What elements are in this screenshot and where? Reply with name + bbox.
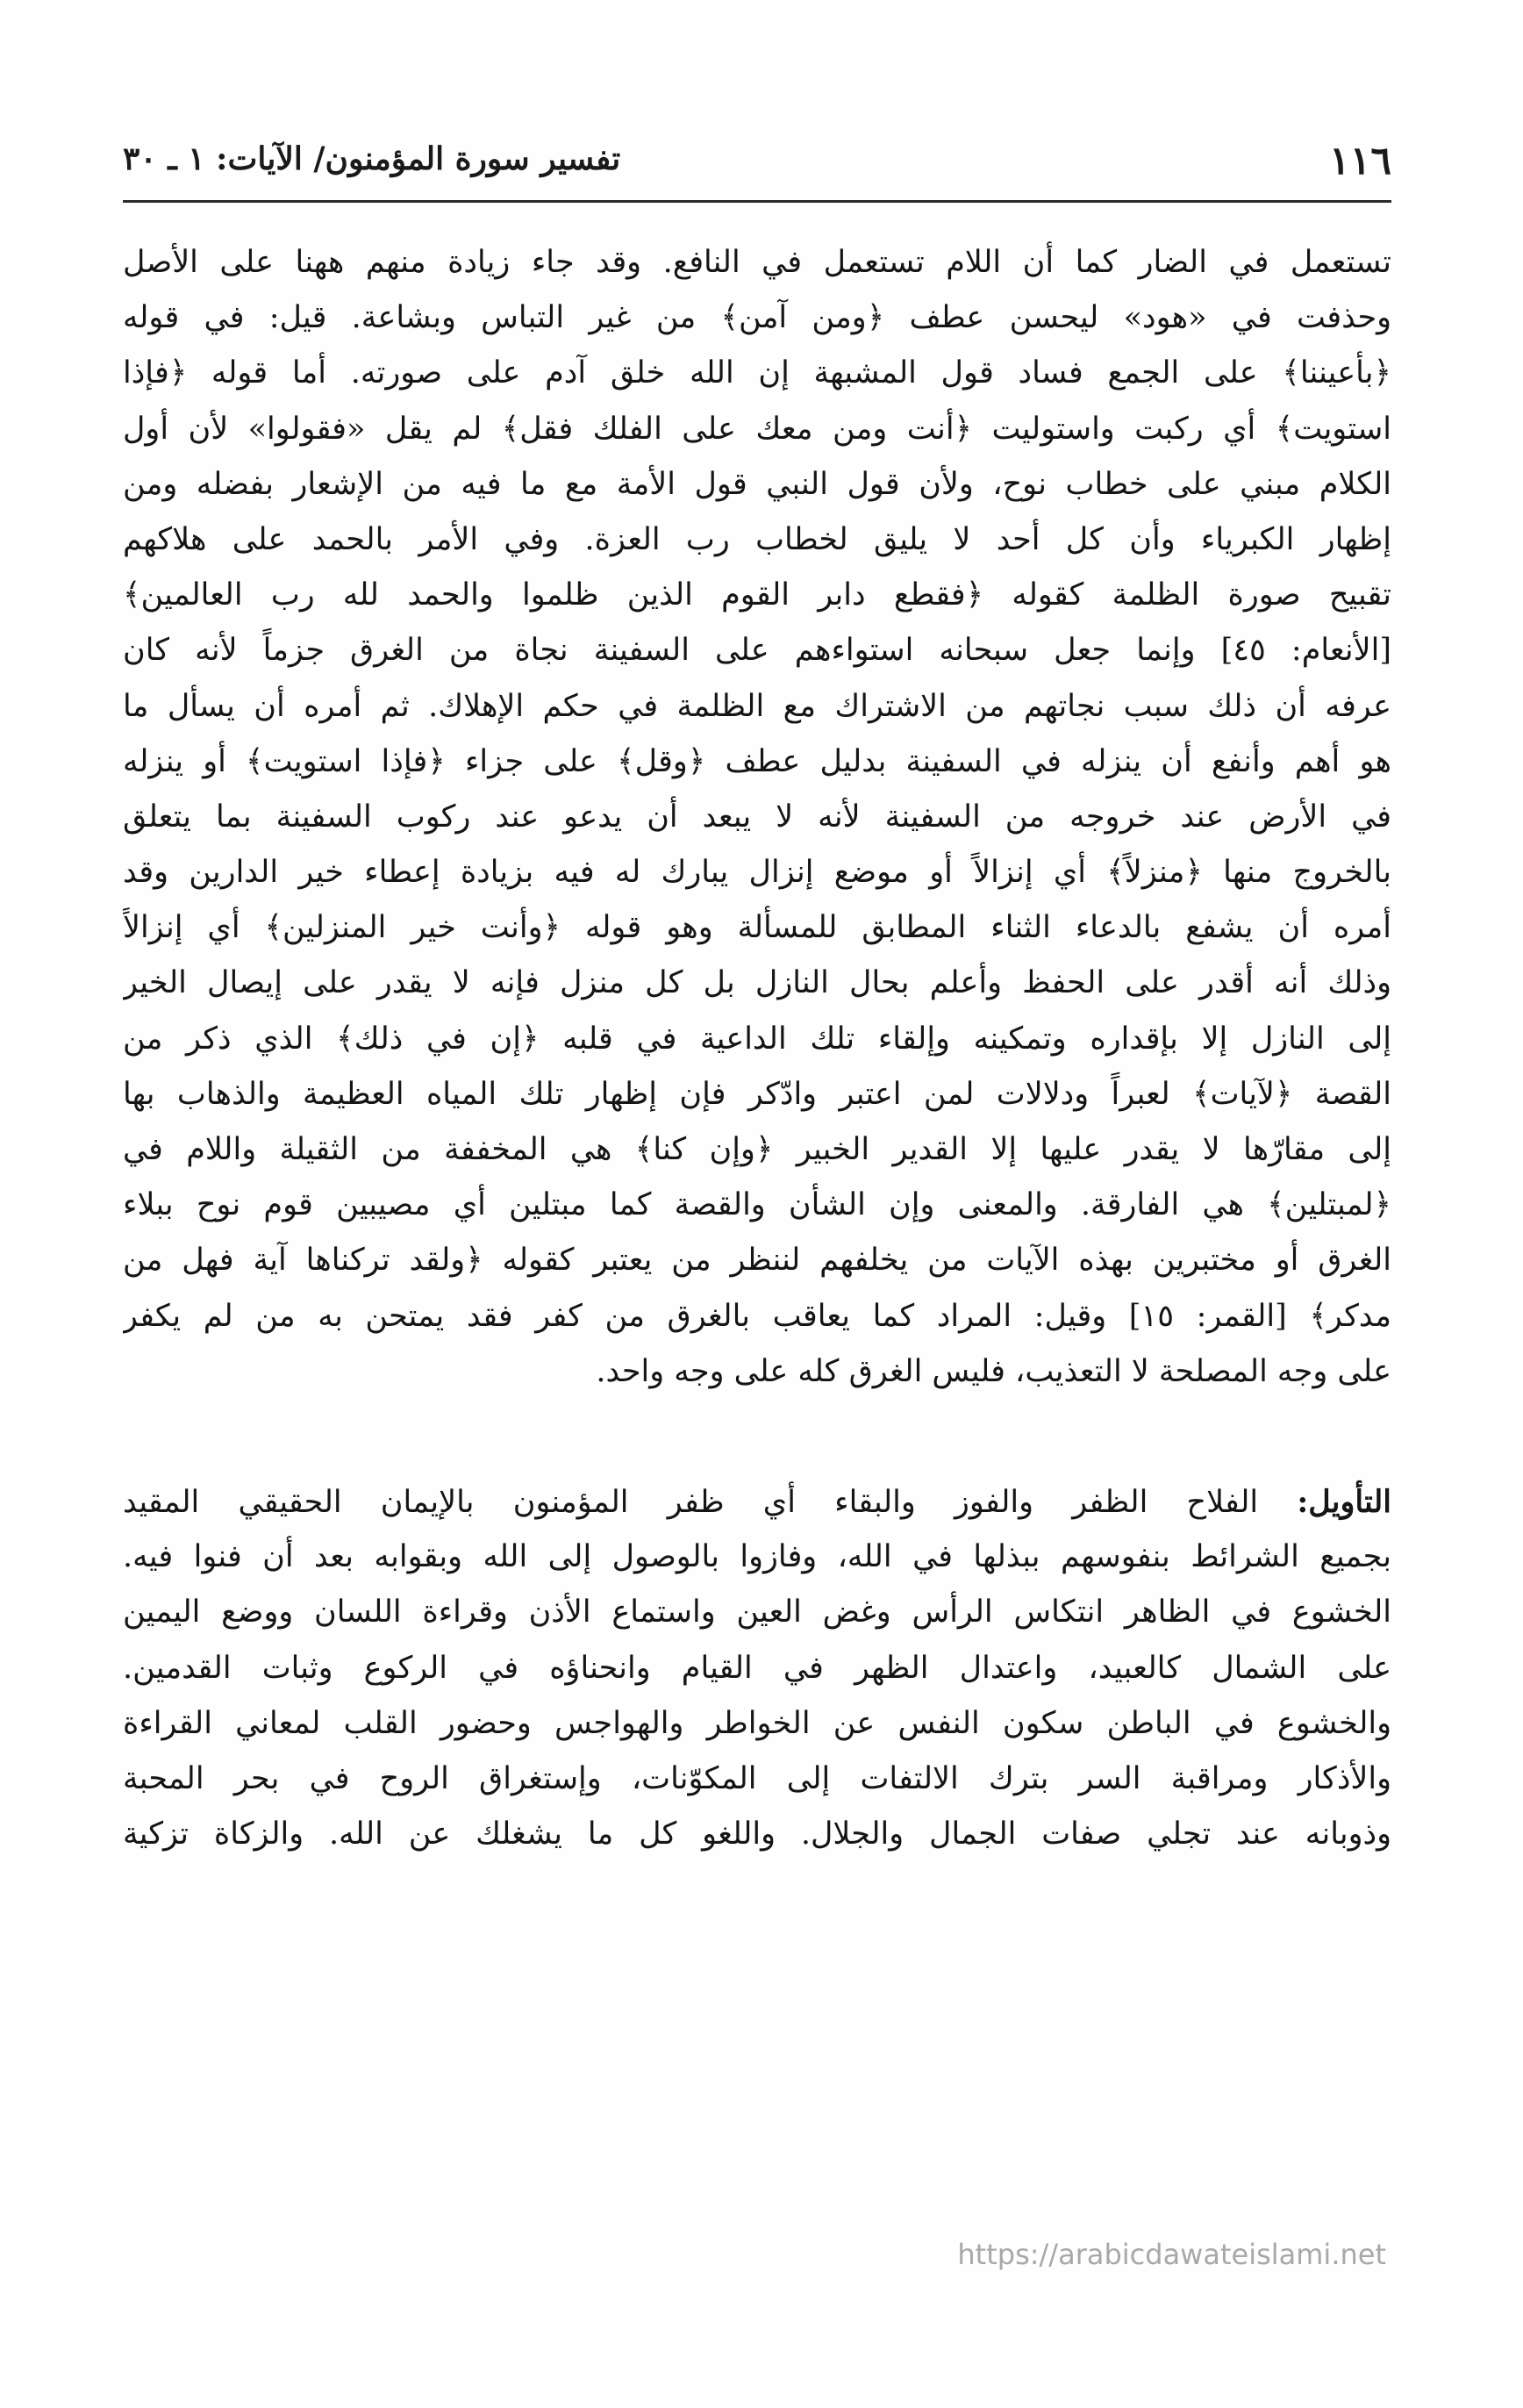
- text-line: ﴿لمبتلين﴾ هي الفارقة. والمعنى وإن الشأن والقصة كما مبتلين أي مصيبين قوم نوح ببلاء: [123, 1187, 1391, 1223]
- text-line: على الشمال كالعبيد، واعتدال الظهر في القيام وانحناؤه في الركوع وثبات القدمين.: [123, 1650, 1391, 1686]
- text-line: بجميع الشرائط بنفوسهم ببذلها في الله، وفازوا بالوصول إلى الله وبقوابه بعد أن فنوا فيه.: [123, 1539, 1391, 1575]
- text-line: في الأرض عند خروجه من السفينة لأنه لا يبعد أن يدعو عند ركوب السفينة بما يتعلق: [123, 799, 1391, 835]
- text-line: وحذفت في «هود» ليحسن عطف ﴿ومن آمن﴾ من غير التباس وبشاعة. قيل: في قوله: [123, 300, 1391, 336]
- taweel-paragraph: [123, 1474, 1391, 1862]
- site-watermark: https://arabicdawateislami.net: [957, 2238, 1386, 2271]
- text-line: استويت﴾ أي ركبت واستوليت ﴿أنت ومن معك على الفلك فقل﴾ لم يقل «فقولوا» لأن أول: [123, 411, 1391, 447]
- text-line: تستعمل في الضار كما أن اللام تستعمل في النافع. وقد جاء زيادة منهم ههنا على الأصل: [123, 245, 1391, 280]
- text-line: والخشوع في الباطن سكون النفس عن الخواطر والهواجس وحضور القلب لمعاني القراءة: [123, 1705, 1391, 1741]
- text-line: [الأنعام: ٤٥] وإنما جعل سبحانه استواءهم على السفينة نجاة من الغرق جزماً لأنه كان: [123, 633, 1391, 669]
- page-number: ١١٦: [1329, 139, 1391, 183]
- text-line: [123, 1474, 1391, 1530]
- text-line: على وجه المصلحة لا التعذيب، فليس الغرق كله على وجه واحد.: [596, 1353, 1391, 1389]
- taweel-first-line: الفلاح الظفر والفوز والبقاء أي ظفر المؤمنون بالإيمان الحقيقي المقيد: [123, 1485, 1259, 1520]
- text-line: عرفه أن ذلك سبب نجاتهم من الاشتراك مع الظلمة في حكم الإهلاك. ثم أمره أن يسأل ما: [123, 688, 1391, 724]
- text-line: الكلام مبني على خطاب نوح، ولأن قول النبي قول الأمة مع ما فيه من الإشعار بفضله ومن: [123, 466, 1391, 502]
- text-line: والأذكار ومراقبة السر بترك الالتفات إلى المكوّنات، وإستغراق الروح في بحر المحبة: [123, 1760, 1391, 1796]
- text-line: مدكر﴾ [القمر: ١٥] وقيل: المراد كما يعاقب بالغرق من كفر فقد يمتحن به من لم يكفر: [123, 1298, 1391, 1334]
- taweel-label: التأويل:: [1297, 1484, 1391, 1520]
- header-divider: [123, 200, 1391, 203]
- text-line: أمره أن يشفع بالدعاء الثناء المطابق للمسألة وهو قوله ﴿وأنت خير المنزلين﴾ أي إنزالاً: [123, 910, 1391, 946]
- text-line: الخشوع في الظاهر انتكاس الرأس وغض العين واستماع الأذن وقراءة اللسان ووضع اليمين: [123, 1595, 1391, 1630]
- text-line: إلى النازل إلا بإقداره وتمكينه وإلقاء تلك الداعية في قلبه ﴿إن في ذلك﴾ الذي ذكر من: [123, 1021, 1391, 1057]
- text-line: إلى مقارّها لا يقدر عليها إلا القدير الخبير ﴿وإن كنا﴾ هي المخففة من الثقيلة واللام في: [123, 1132, 1391, 1167]
- text-line: تقبيح صورة الظلمة كقوله ﴿فقطع دابر القوم الذين ظلموا والحمد لله رب العالمين﴾: [123, 577, 1391, 613]
- text-line: ﴿بأعيننا﴾ على الجمع فساد قول المشبهة إن الله خلق آدم على صورته. أما قوله ﴿فإذا: [123, 355, 1391, 391]
- text-line: بالخروج منها ﴿منزلاً﴾ أي إنزالاً أو موضع إنزال يبارك له فيه بزيادة إعطاء خير الدارين وقد: [123, 855, 1391, 891]
- tafsir-paragraph: [123, 235, 1391, 1400]
- text-line: وذلك أنه أقدر على الحفظ وأعلم بحال النازل بل كل منزل فإنه لا يقدر على إيصال الخير: [123, 965, 1391, 1001]
- running-title: تفسير سورة المؤمنون/ الآيات: ١ ـ ٣٠: [123, 140, 621, 177]
- page-header: [123, 132, 1391, 193]
- text-line: الغرق أو مختبرين بهذه الآيات من يخلفهم لننظر من يعتبر كقوله ﴿ولقد تركناها آية فهل من: [123, 1243, 1391, 1279]
- text-line: هو أهم وأنفع أن ينزله في السفينة بدليل عطف ﴿وقل﴾ على جزاء ﴿فإذا استويت﴾ أو ينزله: [123, 743, 1391, 779]
- text-line: إظهار الكبرياء وأن كل أحد لا يليق لخطاب رب العزة. وفي الأمر بالحمد على هلاكهم: [123, 521, 1391, 557]
- text-line: وذوبانه عند تجلي صفات الجمال والجلال. واللغو كل ما يشغلك عن الله. والزكاة تزكية: [123, 1817, 1391, 1853]
- text-line: القصة ﴿لآيات﴾ لعبراً ودلالات لمن اعتبر وادّكر فإن إظهار تلك المياه العظيمة والذهاب بها: [123, 1076, 1391, 1112]
